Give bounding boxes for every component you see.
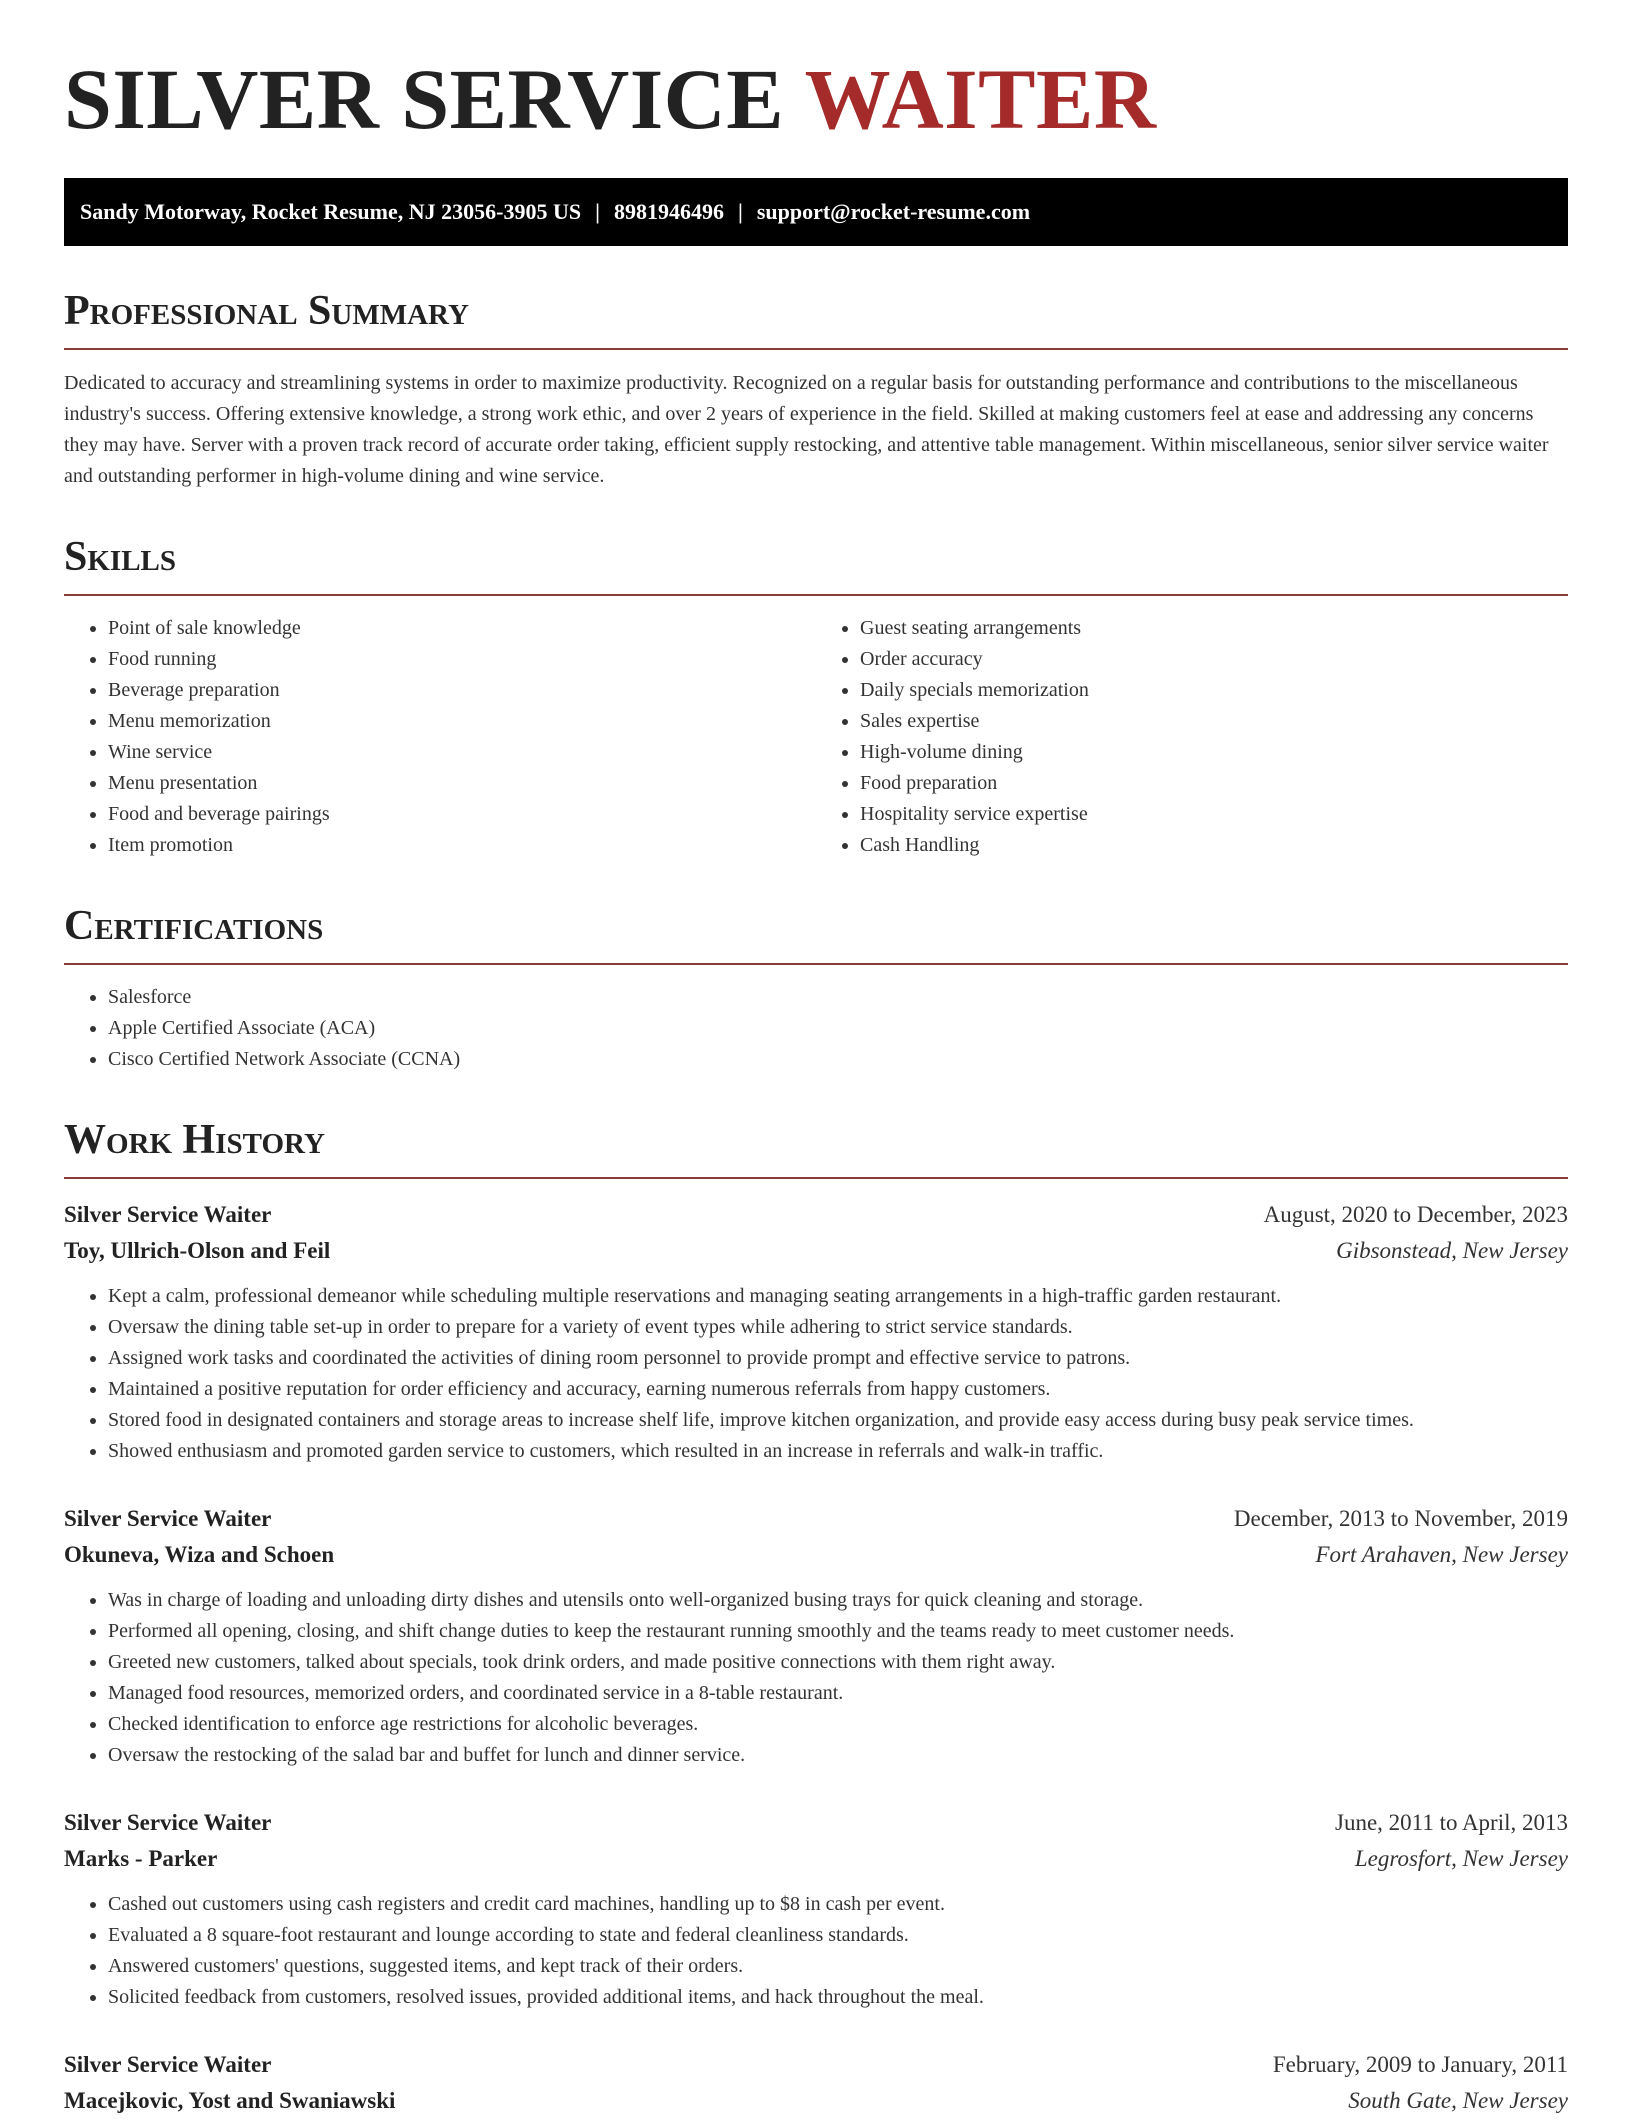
certifications-list — [64, 982, 1568, 1075]
name-part-accent: WAITER — [804, 51, 1157, 147]
job-bullet: • Maintained a positive reputation for order efficiency and accuracy, earning numerous referrals from happy customers. — [108, 1374, 1568, 1405]
job-employer-row — [64, 2083, 1568, 2119]
work-history-section — [64, 1119, 1568, 2119]
work-history-heading: Work History — [64, 1119, 1568, 1179]
skill-item: • Menu presentation — [108, 768, 816, 799]
skill-item: • Point of sale knowledge — [108, 613, 816, 644]
contact-separator: | — [737, 199, 743, 224]
contact-address: Sandy Motorway, Rocket Resume, NJ 23056-3905 US — [80, 199, 582, 224]
certification-item: • Salesforce — [108, 982, 1568, 1013]
skills-list-left — [64, 613, 816, 861]
job-title: Silver Service Waiter — [64, 1810, 272, 1835]
skill-item: • Food preparation — [860, 768, 1568, 799]
job-bullet: • Kept a calm, professional demeanor while scheduling multiple reservations and managing seating arrangements in a high-traffic garden restaurant. — [108, 1281, 1568, 1312]
job-company: Macejkovic, Yost and Swaniawski — [64, 2088, 396, 2113]
job-dates: December, 2013 to November, 2019 — [1233, 1506, 1568, 1531]
summary-heading: Professional Summary — [64, 290, 1568, 350]
skills-grid — [64, 613, 1568, 861]
skill-item: • Food and beverage pairings — [108, 799, 816, 830]
job-bullet: • Stored food in designated containers and storage areas to increase shelf life, improve kitchen organization, and provide easy access during busy peak service times. — [108, 1405, 1568, 1436]
skills-list-right — [816, 613, 1568, 861]
skill-item: • Cash Handling — [860, 830, 1568, 861]
skill-item: • Sales expertise — [860, 706, 1568, 737]
job-company: Toy, Ullrich-Olson and Feil — [64, 1238, 331, 1263]
job-dates: February, 2009 to January, 2011 — [1272, 2052, 1568, 2077]
skill-item: • Daily specials memorization — [860, 675, 1568, 706]
job-company: Marks - Parker — [64, 1846, 218, 1871]
certification-item: • Apple Certified Associate (ACA) — [108, 1013, 1568, 1044]
contact-bar — [64, 178, 1568, 246]
job-bullet: • Oversaw the restocking of the salad bar and buffet for lunch and dinner service. — [108, 1740, 1568, 1771]
job-title: Silver Service Waiter — [64, 1202, 272, 1227]
job-entry — [64, 1197, 1568, 1467]
job-header-row — [64, 1197, 1568, 1233]
job-entry — [64, 2047, 1568, 2119]
job-employer-row — [64, 1537, 1568, 1573]
job-bullets — [64, 1281, 1568, 1467]
job-bullet: • Was in charge of loading and unloading dirty dishes and utensils onto well-organized busing trays for quick cleaning and storage. — [108, 1585, 1568, 1616]
skills-heading: Skills — [64, 536, 1568, 596]
job-dates: June, 2011 to April, 2013 — [1335, 1810, 1568, 1835]
job-entry — [64, 1805, 1568, 2013]
contact-phone[interactable]: 8981946496 — [613, 199, 724, 224]
summary-section — [64, 290, 1568, 492]
job-dates: August, 2020 to December, 2023 — [1263, 1202, 1568, 1227]
skill-item: • Food running — [108, 644, 816, 675]
skill-item: • Menu memorization — [108, 706, 816, 737]
skill-item: • Order accuracy — [860, 644, 1568, 675]
job-bullets — [64, 1585, 1568, 1771]
skills-section — [64, 536, 1568, 861]
skill-item: • Beverage preparation — [108, 675, 816, 706]
job-bullet: • Managed food resources, memorized orders, and coordinated service in a 8-table restaurant. — [108, 1678, 1568, 1709]
job-bullet: • Solicited feedback from customers, resolved issues, provided additional items, and hack throughout the meal. — [108, 1982, 1568, 2013]
job-bullet: • Cashed out customers using cash registers and credit card machines, handling up to $8 in cash per event. — [108, 1889, 1568, 1920]
job-location: Legrosfort, New Jersey — [1354, 1846, 1568, 1871]
job-bullet: • Checked identification to enforce age restrictions for alcoholic beverages. — [108, 1709, 1568, 1740]
job-bullet: • Assigned work tasks and coordinated the activities of dining room personnel to provide prompt and effective service to patrons. — [108, 1343, 1568, 1374]
resume-name-heading — [64, 51, 1568, 147]
skill-item: • Hospitality service expertise — [860, 799, 1568, 830]
job-entry — [64, 1501, 1568, 1771]
name-part-dark: SILVER SERVICE — [64, 51, 785, 147]
job-location: South Gate, New Jersey — [1348, 2088, 1568, 2113]
certifications-section — [64, 905, 1568, 1075]
job-header-row — [64, 2047, 1568, 2083]
job-bullet: • Greeted new customers, talked about specials, took drink orders, and made positive connections with them right away. — [108, 1647, 1568, 1678]
certifications-heading: Certifications — [64, 905, 1568, 965]
job-header-row — [64, 1805, 1568, 1841]
job-employer-row — [64, 1233, 1568, 1269]
job-bullet: • Performed all opening, closing, and shift change duties to keep the restaurant running smoothly and the teams ready to meet customer needs. — [108, 1616, 1568, 1647]
job-location: Gibsonstead, New Jersey — [1336, 1238, 1568, 1263]
skill-item: • Wine service — [108, 737, 816, 768]
job-bullet: • Showed enthusiasm and promoted garden service to customers, which resulted in an increase in referrals and walk-in traffic. — [108, 1436, 1568, 1467]
job-header-row — [64, 1501, 1568, 1537]
job-title: Silver Service Waiter — [64, 2052, 272, 2077]
job-bullet: • Answered customers' questions, suggested items, and kept track of their orders. — [108, 1951, 1568, 1982]
certification-item: • Cisco Certified Network Associate (CCNA) — [108, 1044, 1568, 1075]
summary-text: Dedicated to accuracy and streamlining systems in order to maximize productivity. Recognized on a regular basis for outstanding performance and contributions to the miscellaneous industry's success. Offering extensive knowledge, a strong work ethic, and over 2 years of experience in the field. Skilled at making customers feel at ease and addressing any concerns they may have. Server with a proven track record of accurate order taking, efficient supply restocking, and attentive table management. Within miscellaneous, senior silver service waiter and outstanding performer in high-volume dining and wine service. — [64, 372, 1549, 487]
skill-item: • Item promotion — [108, 830, 816, 861]
job-bullets — [64, 1889, 1568, 2013]
skill-item: • Guest seating arrangements — [860, 613, 1568, 644]
contact-email[interactable]: support@rocket-resume.com — [756, 199, 1031, 224]
job-bullet: • Oversaw the dining table set-up in order to prepare for a variety of event types while adhering to strict service standards. — [108, 1312, 1568, 1343]
job-company: Okuneva, Wiza and Schoen — [64, 1542, 335, 1567]
contact-separator: | — [595, 199, 600, 224]
job-location: Fort Arahaven, New Jersey — [1315, 1542, 1568, 1567]
job-title: Silver Service Waiter — [64, 1506, 272, 1531]
skill-item: • High-volume dining — [860, 737, 1568, 768]
resume-page — [64, 0, 1568, 2119]
job-bullet: • Evaluated a 8 square-foot restaurant and lounge according to state and federal cleanliness standards. — [108, 1920, 1568, 1951]
job-employer-row — [64, 1841, 1568, 1877]
